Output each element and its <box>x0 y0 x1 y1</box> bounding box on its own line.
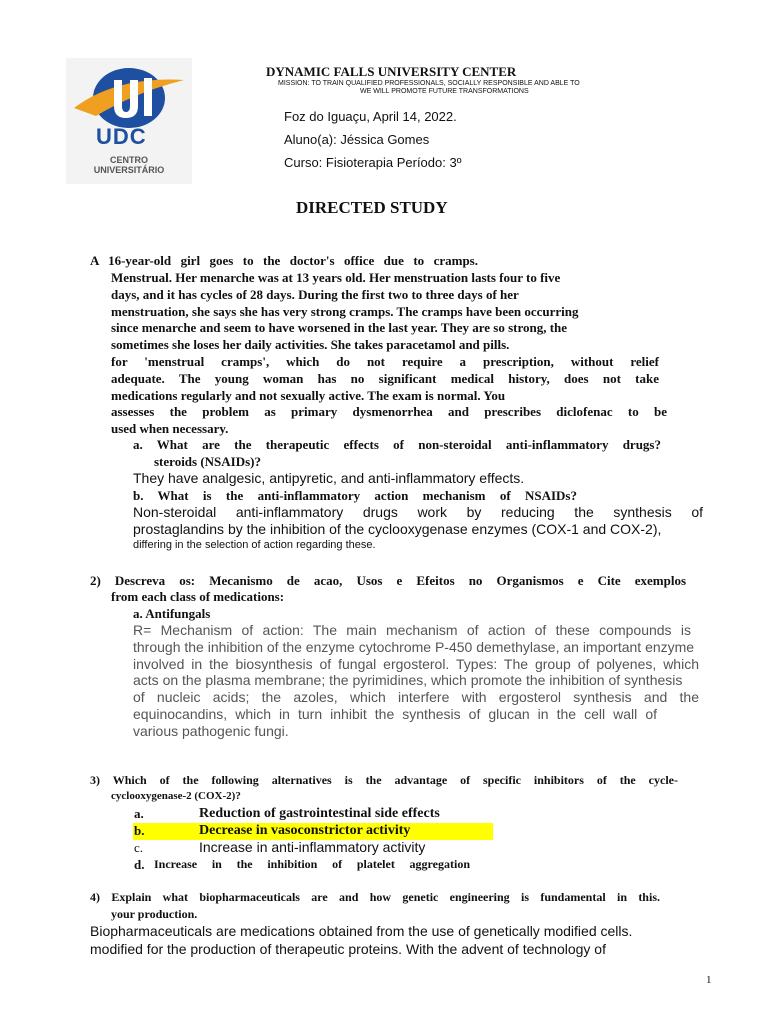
university-logo <box>66 58 192 184</box>
q3-option-d-letter: d. <box>134 857 145 872</box>
course-line: Curso: Fisioterapia Período: 3º <box>284 155 462 170</box>
q1-b-answer-3: differing in the selection of action regarding these. <box>133 539 376 551</box>
q2-answer-3: acts on the plasma membrane; the pyrimidines, which promote the inhibition of synthesis <box>133 672 683 688</box>
page-number: 1 <box>706 974 712 986</box>
q1-a-question-cont: steroids (NSAIDs)? <box>154 454 262 469</box>
q3-option-b-text: Decrease in vasoconstrictor activity <box>199 823 411 838</box>
logo-subtitle-2: UNIVERSITÁRIO <box>93 165 165 175</box>
q1-line-2: days, and it has cycles of 28 days. During the first two to three days of her <box>111 287 519 302</box>
page-title: DIRECTED STUDY <box>296 198 448 217</box>
q1-line-7: adequate. The young woman has no significant medical history, does not take <box>111 371 659 386</box>
q1-a-question: a. What are the therapeutic effects of non-steroidal anti-inflammatory drugs? <box>133 437 661 452</box>
q3-line-1: 3) Which of the following alternatives is the advantage of specific inhibitors of the cycle- <box>90 773 678 787</box>
q1-line-8: medications regularly and not sexually active. The exam is normal. You <box>111 388 506 403</box>
mission-line-2: WE WILL PROMOTE FUTURE TRANSFORMATIONS <box>360 88 529 95</box>
q2-subitem: a. Antifungals <box>133 606 211 621</box>
student-line: Aluno(a): Jéssica Gomes <box>284 132 430 147</box>
q1-line-0: A 16-year-old girl goes to the doctor's office due to cramps. <box>90 253 478 268</box>
date-line: Foz do Iguaçu, April 14, 2022. <box>284 109 457 124</box>
q1-line-4: since menarche and seem to have worsened in the last year. They are so strong, the <box>111 320 568 335</box>
q3-option-c-letter: c. <box>134 840 144 855</box>
logo-text: UDC <box>96 124 147 149</box>
q2-answer-6: various pathogenic fungi. <box>133 723 289 739</box>
institution-name: DYNAMIC FALLS UNIVERSITY CENTER <box>266 64 517 79</box>
q1-line-10: used when necessary. <box>111 421 229 436</box>
q2-line-1: 2) Descreva os: Mecanismo de acao, Usos e Efeitos no Organismos e Cite exemplos <box>90 573 686 588</box>
q3-option-a-letter: a. <box>134 806 144 821</box>
q4-answer-1: Biopharmaceuticals are medications obtained from the use of genetically modified cells. <box>90 923 633 939</box>
q4-line-1: 4) Explain what biopharmaceuticals are and how genetic engineering is fundamental in this. <box>90 890 660 904</box>
q2-answer-0: R= Mechanism of action: The main mechanism of action of these compounds is <box>133 622 691 638</box>
q3-option-d-text: Increase in the inhibition of platelet aggregation <box>154 857 470 871</box>
q1-line-3: menstruation, she says she has very strong cramps. The cramps have been occurring <box>111 304 579 319</box>
q2-answer-2: involved in the biosynthesis of fungal ergosterol. Types: The group of polyenes, which <box>133 656 699 672</box>
q3-option-a-text: Reduction of gastrointestinal side effects <box>199 806 440 821</box>
q1-line-5: sometimes she loses her daily activities. She takes paracetamol and pills. <box>111 337 510 352</box>
q3-option-b-letter: b. <box>134 823 145 838</box>
q2-answer-5: equinocandins, which in turn inhibit the synthesis of glucan in the cell wall of <box>133 706 657 722</box>
q2-line-2: from each class of medications: <box>111 589 285 604</box>
q3-line-2: cyclooxygenase-2 (COX-2)? <box>111 790 241 802</box>
q1-b-answer-2: prostaglandins by the inhibition of the cyclooxygenase enzymes (COX-1 and COX-2), <box>133 521 662 537</box>
q1-line-6: for 'menstrual cramps', which do not require a prescription, without relief <box>111 354 659 369</box>
logo-subtitle-1: CENTRO <box>110 155 148 165</box>
q2-answer-4: of nucleic acids; the azoles, which interfere with ergosterol synthesis and the <box>133 689 699 705</box>
mission-line-1: MISSION: TO TRAIN QUALIFIED PROFESSIONALS, SOCIALLY RESPONSIBLE AND ABLE TO <box>278 80 580 87</box>
q4-answer-2: modified for the production of therapeutic proteins. With the advent of technology of <box>90 941 606 957</box>
q1-b-answer-1: Non-steroidal anti-inflammatory drugs work by reducing the synthesis of <box>133 504 703 520</box>
q2-answer-1: through the inhibition of the enzyme cytochrome P-450 demethylase, an important enzyme <box>133 639 695 655</box>
q1-a-answer: They have analgesic, antipyretic, and anti-inflammatory effects. <box>133 470 525 486</box>
q1-line-1: Menstrual. Her menarche was at 13 years old. Her menstruation lasts four to five <box>111 270 561 285</box>
q4-line-2: your production. <box>111 907 198 921</box>
q1-line-9: assesses the problem as primary dysmenorrhea and prescribes diclofenac to be <box>111 404 667 419</box>
q3-option-c-text: Increase in anti-inflammatory activity <box>199 839 426 855</box>
q1-b-question: b. What is the anti-inflammatory action mechanism of NSAIDs? <box>133 488 577 503</box>
